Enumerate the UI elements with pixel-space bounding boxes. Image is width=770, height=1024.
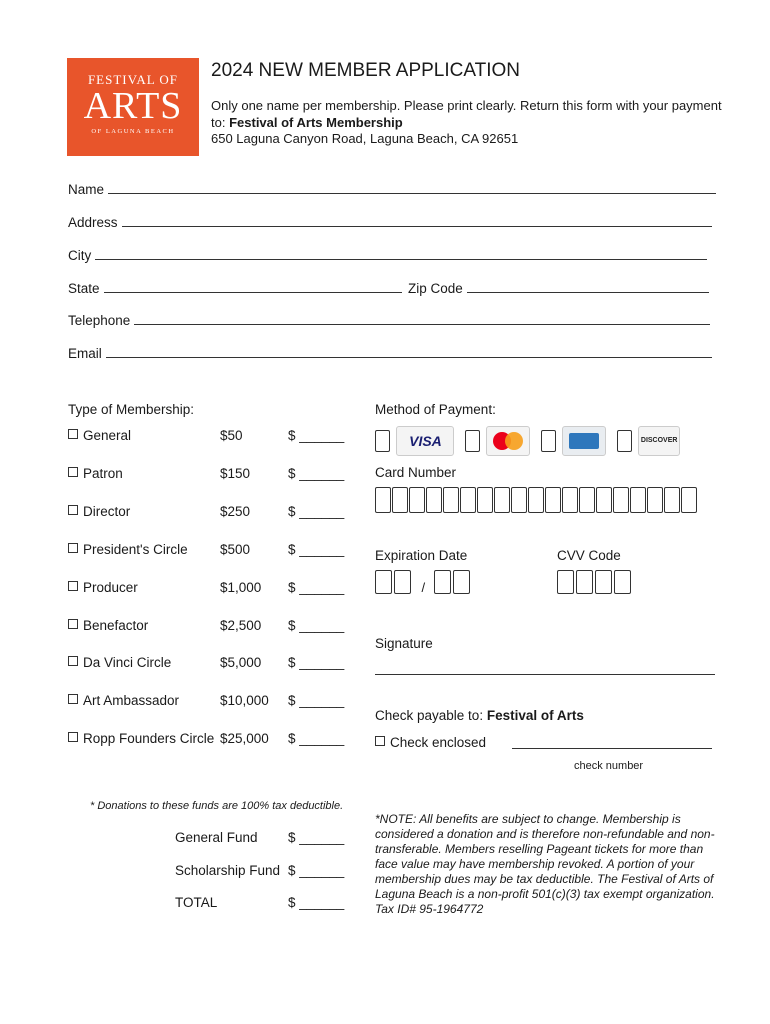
membership-amount-blank[interactable]: $ ______ bbox=[288, 580, 345, 595]
card-type-options bbox=[375, 426, 680, 456]
membership-option-label[interactable] bbox=[68, 618, 148, 633]
check-enclosed-label: Check enclosed bbox=[390, 735, 487, 750]
address-label: Address bbox=[68, 215, 118, 230]
membership-option[interactable] bbox=[68, 655, 358, 671]
membership-price: $2,500 bbox=[220, 618, 262, 633]
membership-option-label[interactable] bbox=[68, 693, 179, 708]
membership-checkbox[interactable] bbox=[68, 694, 78, 704]
membership-name: General bbox=[83, 428, 132, 443]
name-line[interactable] bbox=[108, 181, 716, 194]
mastercard-logo bbox=[486, 426, 530, 456]
card-number-box[interactable] bbox=[647, 487, 663, 513]
benefits-note: *NOTE: All benefits are subject to change. Membership is considered a donation and is therefore non-refundable and non-transferable. Members reselling Pageant tickets for more than face value may have membership revoked. A portion of your membership dues may be tax deductible. The Festival of Arts of Laguna Beach is a non-profit 501(c)(3) tax exempt organization. Tax ID# 95-1964772 bbox=[375, 812, 715, 916]
card-number-box[interactable] bbox=[613, 487, 629, 513]
exp-separator: / bbox=[421, 580, 426, 596]
city-field[interactable] bbox=[68, 247, 707, 263]
zip-line[interactable] bbox=[467, 280, 709, 293]
membership-price: $50 bbox=[220, 428, 243, 443]
membership-name: Benefactor bbox=[83, 618, 149, 633]
membership-checkbox[interactable] bbox=[68, 543, 78, 553]
membership-option[interactable] bbox=[68, 618, 358, 634]
membership-checkbox[interactable] bbox=[68, 732, 78, 742]
general-fund-amount[interactable]: $ ______ bbox=[288, 830, 345, 845]
membership-option-label[interactable] bbox=[68, 428, 131, 443]
exp-month-box-1[interactable] bbox=[375, 570, 392, 594]
amex-logo bbox=[562, 426, 606, 456]
check-payable bbox=[375, 708, 584, 723]
email-line[interactable] bbox=[106, 345, 712, 358]
membership-name: President's Circle bbox=[83, 542, 188, 557]
membership-price: $25,000 bbox=[220, 731, 269, 746]
membership-amount-blank[interactable]: $ ______ bbox=[288, 428, 345, 443]
visa-checkbox[interactable] bbox=[375, 430, 390, 452]
check-enclosed-checkbox[interactable] bbox=[375, 736, 385, 746]
card-number-box[interactable] bbox=[409, 487, 425, 513]
amex-checkbox[interactable] bbox=[541, 430, 556, 452]
telephone-field[interactable] bbox=[68, 312, 710, 328]
card-number-box[interactable] bbox=[528, 487, 544, 513]
membership-option-label[interactable] bbox=[68, 580, 138, 595]
card-number-box[interactable] bbox=[477, 487, 493, 513]
exp-month-box-2[interactable] bbox=[394, 570, 411, 594]
email-label: Email bbox=[68, 346, 102, 361]
mailing-address: 650 Laguna Canyon Road, Laguna Beach, CA 92651 bbox=[211, 131, 519, 146]
exp-year-box-2[interactable] bbox=[453, 570, 470, 594]
card-number-box[interactable] bbox=[664, 487, 680, 513]
address-field[interactable] bbox=[68, 214, 712, 230]
membership-option[interactable] bbox=[68, 580, 358, 596]
logo-line-2: ARTS bbox=[83, 85, 183, 127]
membership-price: $10,000 bbox=[220, 693, 269, 708]
card-number-box[interactable] bbox=[494, 487, 510, 513]
address-line[interactable] bbox=[122, 214, 712, 227]
festival-logo bbox=[67, 58, 199, 156]
membership-price: $250 bbox=[220, 504, 251, 519]
card-number-box[interactable] bbox=[562, 487, 578, 513]
membership-option-label[interactable] bbox=[68, 504, 130, 519]
membership-option[interactable] bbox=[68, 428, 358, 444]
expiration-label: Expiration Date bbox=[375, 548, 468, 563]
city-label: City bbox=[68, 248, 92, 263]
total-label: TOTAL bbox=[175, 895, 218, 910]
check-payee: Festival of Arts bbox=[486, 708, 584, 723]
total-row[interactable] bbox=[175, 895, 350, 911]
card-number-box[interactable] bbox=[460, 487, 476, 513]
card-number-box[interactable] bbox=[443, 487, 459, 513]
email-field[interactable] bbox=[68, 345, 712, 361]
scholarship-fund-label: Scholarship Fund bbox=[175, 863, 281, 878]
logo-line-3: OF LAGUNA BEACH bbox=[91, 128, 175, 135]
intro-payee: Festival of Arts Membership bbox=[229, 114, 403, 130]
membership-amount-blank[interactable]: $ ______ bbox=[288, 466, 345, 481]
membership-price: $5,000 bbox=[220, 655, 262, 670]
card-number-box[interactable] bbox=[630, 487, 646, 513]
check-enclosed-option[interactable] bbox=[375, 735, 486, 750]
cvv-label: CVV Code bbox=[557, 548, 621, 563]
membership-price: $500 bbox=[220, 542, 251, 557]
payment-heading: Method of Payment: bbox=[375, 402, 496, 417]
card-number-box[interactable] bbox=[681, 487, 697, 513]
membership-option-label[interactable] bbox=[68, 731, 214, 746]
membership-option-label[interactable] bbox=[68, 542, 188, 557]
check-number-label: check number bbox=[574, 760, 644, 772]
membership-price: $150 bbox=[220, 466, 251, 481]
zip-label: Zip Code bbox=[408, 281, 463, 296]
membership-checkbox[interactable] bbox=[68, 619, 78, 629]
intro-text bbox=[211, 98, 731, 148]
membership-checkbox[interactable] bbox=[68, 581, 78, 591]
telephone-label: Telephone bbox=[68, 313, 131, 328]
state-field[interactable] bbox=[68, 280, 402, 296]
membership-name: Art Ambassador bbox=[83, 693, 180, 708]
membership-name: Producer bbox=[83, 580, 138, 595]
card-number-boxes[interactable] bbox=[375, 487, 698, 513]
membership-option[interactable] bbox=[68, 693, 358, 709]
membership-amount-blank[interactable]: $ ______ bbox=[288, 542, 345, 557]
general-fund-label: General Fund bbox=[175, 830, 258, 845]
discover-checkbox[interactable] bbox=[617, 430, 632, 452]
membership-price: $1,000 bbox=[220, 580, 262, 595]
membership-name: Patron bbox=[83, 466, 123, 481]
membership-option-label[interactable] bbox=[68, 655, 171, 670]
telephone-line[interactable] bbox=[134, 312, 710, 325]
membership-amount-blank[interactable]: $ ______ bbox=[288, 693, 345, 708]
cvv-box-2[interactable] bbox=[576, 570, 593, 594]
check-payable-label: Check payable to: bbox=[375, 708, 484, 723]
city-line[interactable] bbox=[95, 247, 707, 260]
membership-name: Director bbox=[83, 504, 131, 519]
total-amount[interactable]: $ ______ bbox=[288, 895, 345, 910]
card-number-box[interactable] bbox=[545, 487, 561, 513]
cvv-box-1[interactable] bbox=[557, 570, 574, 594]
visa-logo: VISA bbox=[396, 426, 454, 456]
cvv-box-4[interactable] bbox=[614, 570, 631, 594]
general-fund-row[interactable] bbox=[175, 830, 350, 846]
intro-instructions: Only one name per membership. Please print clearly. Return this form with your payment to: bbox=[211, 98, 722, 130]
membership-option[interactable] bbox=[68, 504, 358, 520]
cvv-boxes[interactable] bbox=[557, 570, 633, 594]
membership-heading: Type of Membership: bbox=[68, 402, 195, 417]
card-number-box[interactable] bbox=[511, 487, 527, 513]
membership-option[interactable] bbox=[68, 542, 358, 558]
membership-checkbox[interactable] bbox=[68, 429, 78, 439]
membership-option[interactable] bbox=[68, 466, 358, 482]
expiration-boxes[interactable] bbox=[375, 570, 472, 595]
discover-logo: DISCOVER bbox=[638, 426, 680, 456]
card-number-box[interactable] bbox=[596, 487, 612, 513]
membership-name: Ropp Founders Circle bbox=[83, 731, 215, 746]
signature-label: Signature bbox=[375, 636, 433, 651]
logo-line-1: FESTIVAL OF bbox=[87, 72, 179, 87]
card-number-box[interactable] bbox=[426, 487, 442, 513]
form-title: 2024 NEW MEMBER APPLICATION bbox=[211, 60, 521, 81]
cvv-box-3[interactable] bbox=[595, 570, 612, 594]
scholarship-fund-amount[interactable]: $ ______ bbox=[288, 863, 345, 878]
membership-amount-blank[interactable]: $ ______ bbox=[288, 504, 345, 519]
check-number-line[interactable] bbox=[512, 736, 712, 749]
card-number-box[interactable] bbox=[375, 487, 391, 513]
signature-line[interactable] bbox=[375, 662, 715, 675]
membership-checkbox[interactable] bbox=[68, 467, 78, 477]
membership-name: Da Vinci Circle bbox=[83, 655, 172, 670]
membership-amount-blank[interactable]: $ ______ bbox=[288, 618, 345, 633]
state-line[interactable] bbox=[104, 280, 402, 293]
membership-checkbox[interactable] bbox=[68, 505, 78, 515]
membership-option-label[interactable] bbox=[68, 466, 123, 481]
membership-checkbox[interactable] bbox=[68, 656, 78, 666]
mastercard-checkbox[interactable] bbox=[465, 430, 480, 452]
membership-amount-blank[interactable]: $ ______ bbox=[288, 731, 345, 746]
scholarship-fund-row[interactable] bbox=[175, 863, 350, 879]
membership-amount-blank[interactable]: $ ______ bbox=[288, 655, 345, 670]
state-label: State bbox=[68, 281, 100, 296]
donations-note: * Donations to these funds are 100% tax deductible. bbox=[90, 800, 344, 812]
card-number-box[interactable] bbox=[392, 487, 408, 513]
name-label: Name bbox=[68, 182, 105, 197]
card-number-box[interactable] bbox=[579, 487, 595, 513]
membership-option[interactable] bbox=[68, 731, 358, 747]
card-number-label: Card Number bbox=[375, 465, 457, 480]
name-field[interactable] bbox=[68, 181, 716, 197]
zip-field[interactable] bbox=[408, 280, 709, 296]
exp-year-box-1[interactable] bbox=[434, 570, 451, 594]
